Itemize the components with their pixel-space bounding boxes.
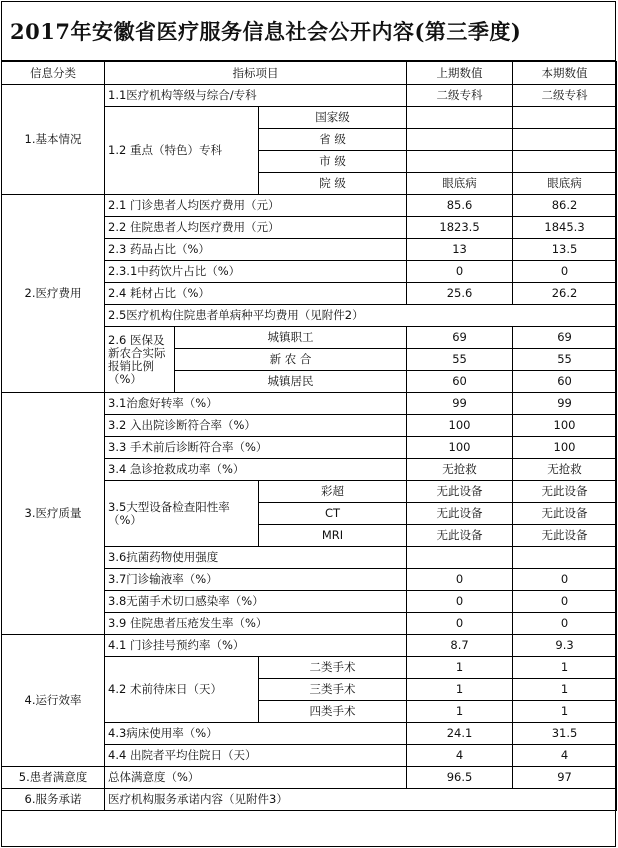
indicator-cell: 总体满意度（%） (105, 767, 407, 789)
curr-value: 眼底病 (513, 173, 617, 195)
sub-item: 城镇职工 (175, 327, 407, 349)
indicator-cell: 4.3病床使用率（%） (105, 723, 407, 745)
prev-value: 1 (407, 701, 513, 723)
curr-value: 1 (513, 657, 617, 679)
prev-value: 85.6 (407, 195, 513, 217)
prev-value: 25.6 (407, 283, 513, 305)
header-row (2, 62, 617, 85)
curr-value: 无此设备 (513, 481, 617, 503)
curr-value: 26.2 (513, 283, 617, 305)
curr-value (513, 107, 617, 129)
curr-value: 0 (513, 613, 617, 635)
sub-item: 新 农 合 (175, 349, 407, 371)
header-category: 信息分类 (2, 62, 105, 85)
prev-value: 眼底病 (407, 173, 513, 195)
indicator-cell: 3.9 住院患者压疮发生率（%） (105, 613, 407, 635)
indicator-cell: 医疗机构服务承诺内容（见附件3） (105, 789, 617, 811)
prev-value: 0 (407, 613, 513, 635)
prev-value: 55 (407, 349, 513, 371)
disclosure-table (1, 61, 617, 811)
curr-value: 1 (513, 679, 617, 701)
curr-value: 1 (513, 701, 617, 723)
curr-value: 0 (513, 591, 617, 613)
prev-value: 96.5 (407, 767, 513, 789)
prev-value: 99 (407, 393, 513, 415)
indicator-cell: 3.7门诊输液率（%） (105, 569, 407, 591)
curr-value (513, 129, 617, 151)
curr-value: 无此设备 (513, 525, 617, 547)
curr-value: 13.5 (513, 239, 617, 261)
indicator-cell: 2.2 住院患者人均医疗费用（元） (105, 217, 407, 239)
indicator-cell: 2.6 医保及新农合实际报销比例（%） (105, 327, 175, 393)
curr-value: 100 (513, 437, 617, 459)
prev-value: 60 (407, 371, 513, 393)
sub-item: 四类手术 (259, 701, 407, 723)
indicator-cell: 2.5医疗机构住院患者单病种平均费用（见附件2） (105, 305, 617, 327)
category-cell: 1.基本情况 (2, 85, 105, 195)
curr-value: 60 (513, 371, 617, 393)
sub-item: 省 级 (259, 129, 407, 151)
curr-value: 86.2 (513, 195, 617, 217)
prev-value: 无此设备 (407, 503, 513, 525)
indicator-cell: 4.2 术前待床日（天） (105, 657, 259, 723)
document (1, 1, 616, 847)
prev-value (407, 107, 513, 129)
prev-value: 8.7 (407, 635, 513, 657)
sub-item: 城镇居民 (175, 371, 407, 393)
table-row (2, 767, 617, 789)
prev-value: 无抢救 (407, 459, 513, 481)
sub-item: MRI (259, 525, 407, 547)
category-cell: 6.服务承诺 (2, 789, 105, 811)
table-row (2, 85, 617, 107)
prev-value (407, 129, 513, 151)
indicator-cell: 3.6抗菌药物使用强度 (105, 547, 407, 569)
header-indicator: 指标项目 (105, 62, 407, 85)
sub-item: 二类手术 (259, 657, 407, 679)
prev-value (407, 151, 513, 173)
header-prev: 上期数值 (407, 62, 513, 85)
indicator-cell: 4.4 出院者平均住院日（天） (105, 745, 407, 767)
curr-value: 1845.3 (513, 217, 617, 239)
prev-value: 1 (407, 679, 513, 701)
prev-value: 0 (407, 569, 513, 591)
indicator-cell: 2.3.1中药饮片占比（%） (105, 261, 407, 283)
indicator-cell: 3.4 急诊抢救成功率（%） (105, 459, 407, 481)
curr-value: 31.5 (513, 723, 617, 745)
curr-value: 4 (513, 745, 617, 767)
indicator-cell: 3.2 入出院诊断符合率（%） (105, 415, 407, 437)
prev-value: 100 (407, 415, 513, 437)
curr-value: 97 (513, 767, 617, 789)
table-row (2, 195, 617, 217)
prev-value: 13 (407, 239, 513, 261)
prev-value: 1 (407, 657, 513, 679)
curr-value: 0 (513, 569, 617, 591)
indicator-cell: 3.3 手术前后诊断符合率（%） (105, 437, 407, 459)
curr-value: 100 (513, 415, 617, 437)
sub-item: 院 级 (259, 173, 407, 195)
indicator-cell: 3.8无菌手术切口感染率（%） (105, 591, 407, 613)
category-cell: 3.医疗质量 (2, 393, 105, 635)
prev-value: 无此设备 (407, 525, 513, 547)
table-row (2, 789, 617, 811)
table-row (2, 393, 617, 415)
curr-value: 无此设备 (513, 503, 617, 525)
sub-item: 市 级 (259, 151, 407, 173)
prev-value: 24.1 (407, 723, 513, 745)
indicator-cell: 2.1 门诊患者人均医疗费用（元） (105, 195, 407, 217)
category-cell: 4.运行效率 (2, 635, 105, 767)
prev-value (407, 547, 513, 569)
curr-value: 无抢救 (513, 459, 617, 481)
sub-item: 三类手术 (259, 679, 407, 701)
indicator-cell: 3.5大型设备检查阳性率（%） (105, 481, 259, 547)
prev-value: 0 (407, 591, 513, 613)
indicator-cell: 3.1治愈好转率（%） (105, 393, 407, 415)
indicator-cell: 1.2 重点（特色）专科 (105, 107, 259, 195)
curr-value: 0 (513, 261, 617, 283)
indicator-cell: 2.4 耗材占比（%） (105, 283, 407, 305)
curr-value (513, 547, 617, 569)
page-title: 2017年安徽省医疗服务信息社会公开内容(第三季度) (2, 2, 615, 61)
indicator-cell: 2.3 药品占比（%） (105, 239, 407, 261)
prev-value: 1823.5 (407, 217, 513, 239)
indicator-cell: 1.1医疗机构等级与综合/专科 (105, 85, 407, 107)
curr-value: 9.3 (513, 635, 617, 657)
prev-value: 100 (407, 437, 513, 459)
sub-item: 彩超 (259, 481, 407, 503)
prev-value: 4 (407, 745, 513, 767)
category-cell: 2.医疗费用 (2, 195, 105, 393)
curr-value: 二级专科 (513, 85, 617, 107)
category-cell: 5.患者满意度 (2, 767, 105, 789)
curr-value: 55 (513, 349, 617, 371)
header-curr: 本期数值 (513, 62, 617, 85)
curr-value: 99 (513, 393, 617, 415)
sub-item: 国家级 (259, 107, 407, 129)
prev-value: 二级专科 (407, 85, 513, 107)
prev-value: 无此设备 (407, 481, 513, 503)
curr-value (513, 151, 617, 173)
curr-value: 69 (513, 327, 617, 349)
sub-item: CT (259, 503, 407, 525)
indicator-cell: 4.1 门诊挂号预约率（%） (105, 635, 407, 657)
prev-value: 69 (407, 327, 513, 349)
prev-value: 0 (407, 261, 513, 283)
table-row (2, 635, 617, 657)
